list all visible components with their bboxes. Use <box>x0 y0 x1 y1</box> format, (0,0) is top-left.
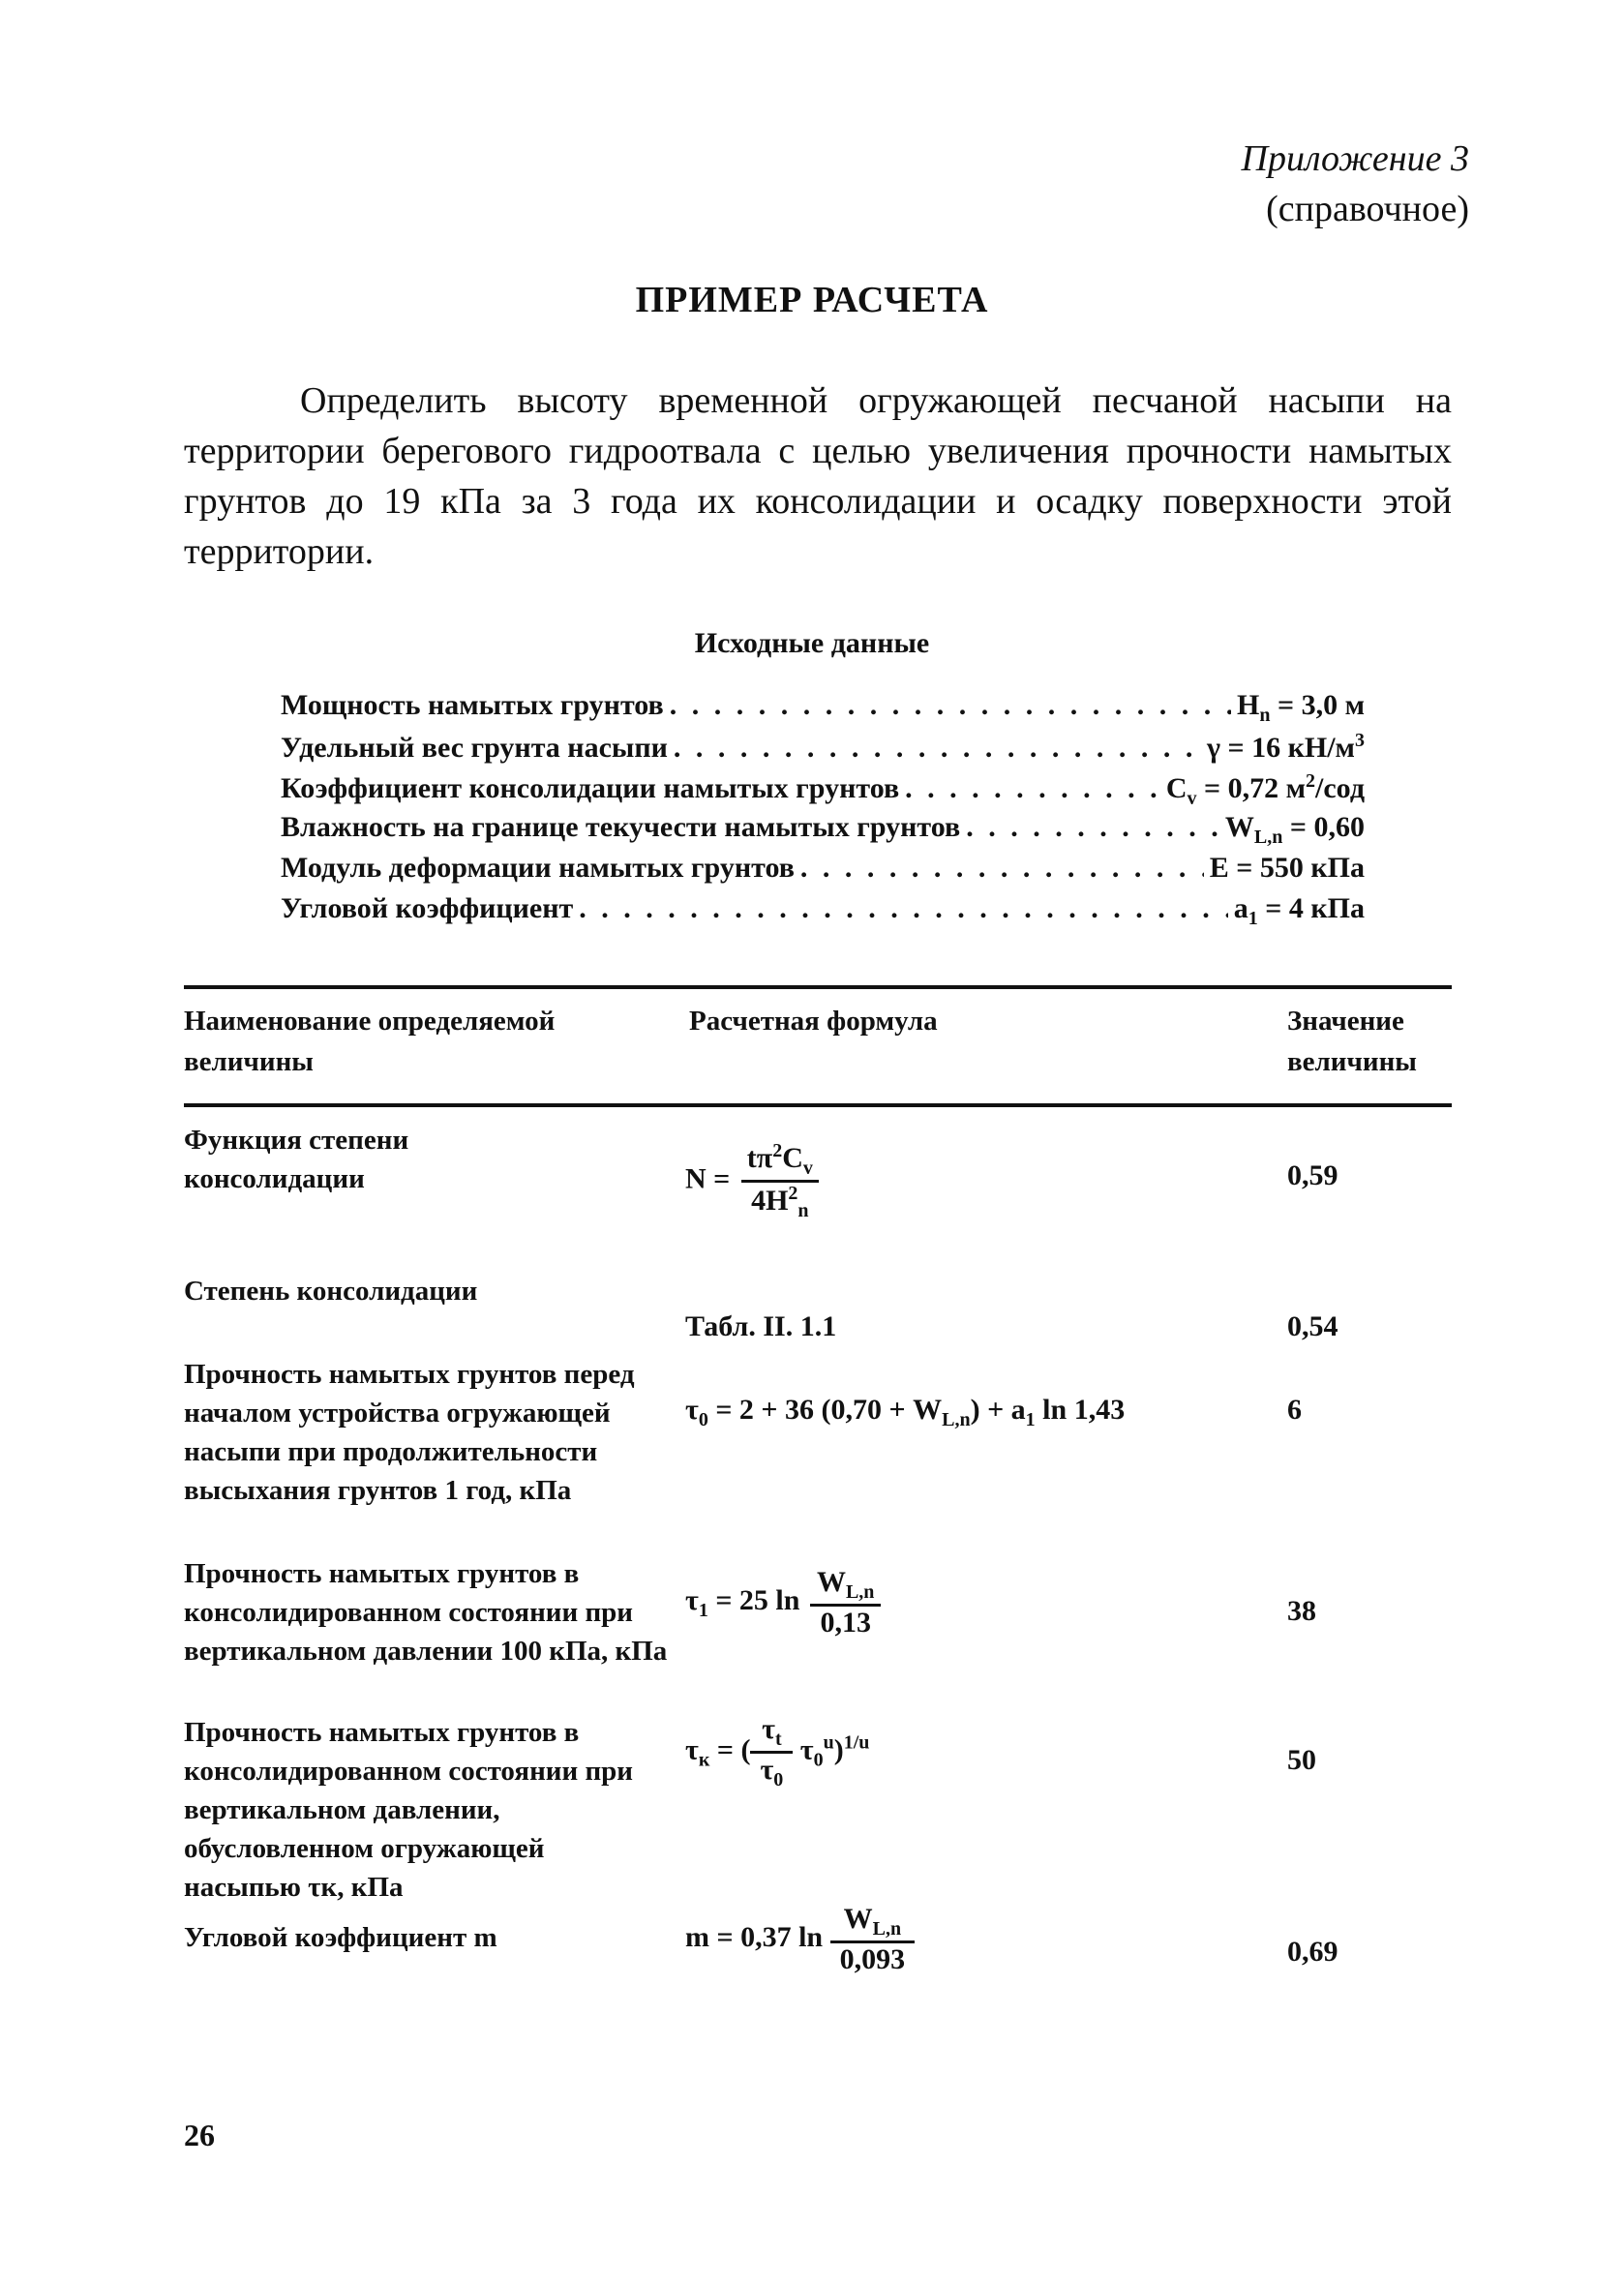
header-name: Наименование определяемой величины <box>184 1006 556 1077</box>
table-top-rule <box>184 985 1452 989</box>
formula-tauk: $\tau_к$ = ( $\frac{\tau_t}{\tau_0}$ $\tau_0^u)^{1/u}$ <box>685 1713 870 1790</box>
row-name: Прочность намытых грунтов в консолидированном состоянии при вертикальном давлении 100 кПа, кПа <box>184 1558 668 1667</box>
page-title: ПРИМЕР РАСЧЕТА <box>635 280 989 320</box>
param-label: Влажность на границе текучести намытых грунтов <box>281 811 961 843</box>
table-header-rule <box>184 1103 1452 1107</box>
row-value: 0,69 <box>1287 1936 1338 1968</box>
header-formula: Расчетная формула <box>689 1006 938 1037</box>
param-label: Модуль деформации намытых грунтов <box>281 852 795 884</box>
param-value: $C_v = 0,72$ $м^2$/сод <box>1165 770 1365 809</box>
appendix-label: Приложение 3 <box>1241 138 1469 179</box>
row-name: Угловой коэффициент m <box>184 1922 497 1953</box>
leader-dots <box>905 772 1160 805</box>
param-value: γ = 16 $кН/м^3$ <box>1206 730 1365 764</box>
formula-m: m = 0,37 ln $\frac{W_{L,n}}{0,093}$ <box>685 1903 915 1976</box>
leader-dots <box>966 811 1219 844</box>
formula-tau0: $\tau_0 = 2 + 36$ $(0,70 + W_{L,n}) + a_1$ ln 1,43 <box>685 1394 1126 1430</box>
formula-table-ref: Табл. II. 1.1 <box>685 1310 837 1342</box>
intro-paragraph: Определить высоту временной огружающей песчаной насыпи на территории берегового гидроотвала с целью увеличения прочности намытых грунтов до 19 кПа за 3 года их консолидации и осадку поверхности этой территории. <box>184 380 1452 572</box>
param-label: Удельный вес грунта насыпи <box>281 732 668 764</box>
param-value: $W_{L,n} = 0,60$ <box>1224 811 1365 848</box>
appendix-type: (справочное) <box>1266 189 1469 229</box>
leader-dots <box>670 689 1231 722</box>
param-label: Мощность намытых грунтов <box>281 689 664 721</box>
param-value: $a_1 = 4$ кПа <box>1233 892 1365 929</box>
param-row <box>281 689 1365 730</box>
row-name: Функция степени консолидации <box>184 1125 409 1194</box>
initial-data-title: Исходные данные <box>694 627 930 659</box>
param-label: Угловой коэффициент <box>281 892 574 924</box>
param-value: E = 550 кПа <box>1209 852 1365 884</box>
row-value: 0,59 <box>1287 1159 1338 1191</box>
formula-n: N = $\frac{t\pi^2C_v}{4H^2_n}$ <box>685 1140 823 1222</box>
param-row <box>281 811 1365 852</box>
row-name: Прочность намытых грунтов перед началом устройства огружающей насыпи при продолжительности высыхания грунтов 1 год, кПа <box>184 1359 635 1506</box>
row-name: Прочность намытых грунтов в консолидированном состоянии при вертикальном давлении, обусловленном огружающей насыпью τк, кПа <box>184 1717 633 1903</box>
row-value: 6 <box>1287 1394 1302 1426</box>
initial-data-list <box>281 689 1365 933</box>
param-row <box>281 852 1365 892</box>
param-label: Коэффициент консолидации намытых грунтов <box>281 772 900 804</box>
formula-tau1: $\tau_1 = 25$ ln $\frac{W_{L,n}}{0,13}$ <box>685 1566 884 1639</box>
row-value: 50 <box>1287 1744 1316 1776</box>
row-name: Степень консолидации <box>184 1276 478 1307</box>
param-value: $H_n = 3,0$ м <box>1237 689 1365 726</box>
param-row <box>281 730 1365 770</box>
param-row <box>281 770 1365 811</box>
leader-dots <box>800 852 1204 885</box>
page-number: 26 <box>184 2118 215 2152</box>
header-value: Значение величины <box>1287 1006 1417 1077</box>
leader-dots <box>674 732 1201 765</box>
param-row <box>281 892 1365 933</box>
row-value: 38 <box>1287 1595 1316 1627</box>
appendix-header <box>1242 134 1469 234</box>
leader-dots <box>579 892 1228 925</box>
row-value: 0,54 <box>1287 1310 1338 1342</box>
